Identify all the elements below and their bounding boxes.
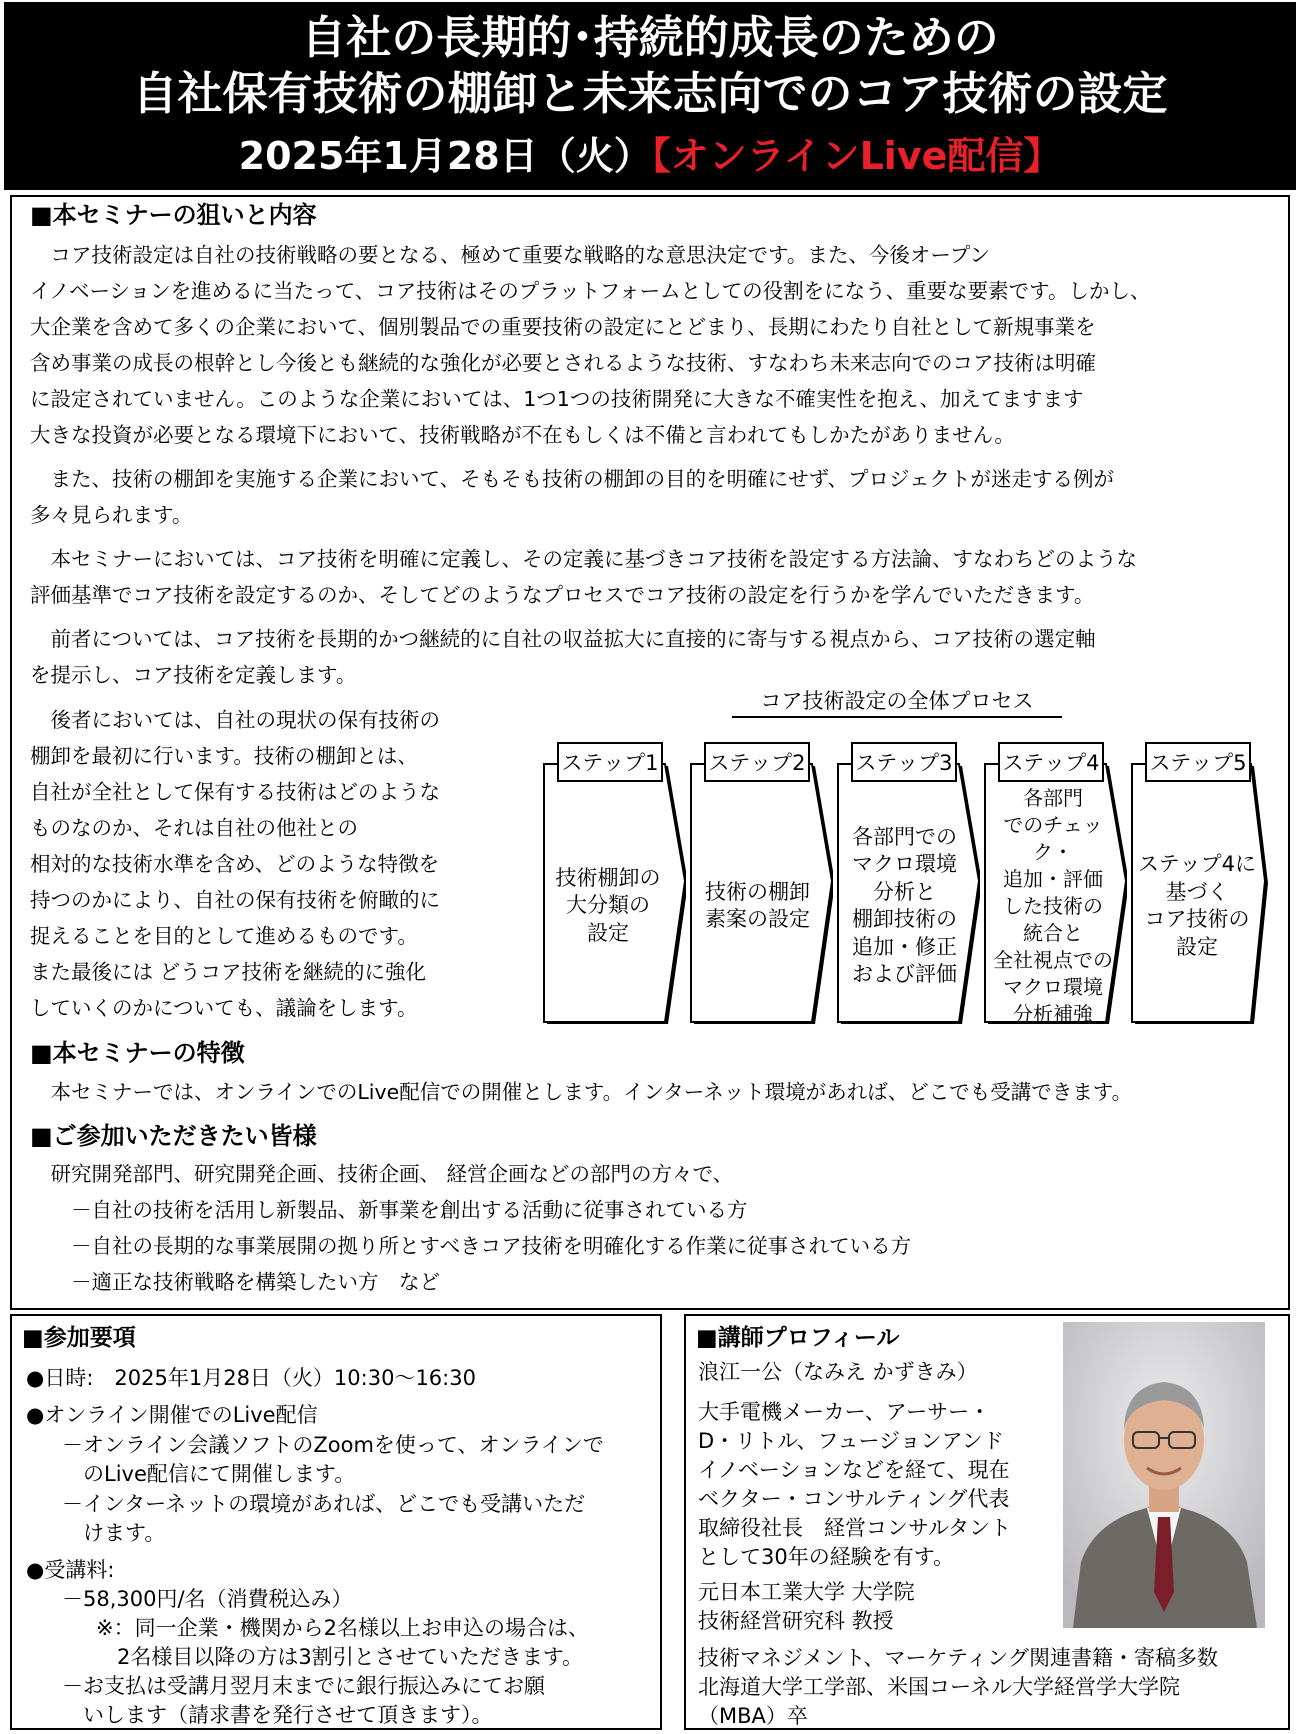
process-step-5: [1131, 738, 1271, 1024]
step-text: 各部門 でのチェック・ 追加・評価 した技術の 統合と 全社視点での マクロ環境 分析補強: [993, 785, 1113, 1026]
features-heading: ■本セミナーの特徴: [30, 1039, 245, 1067]
aims-heading: ■本セミナーの狙いと内容: [30, 201, 317, 229]
step-label: ステップ1: [557, 742, 663, 782]
profile-position-line: 元日本工業大学 大学院: [698, 1580, 915, 1604]
aims-left-line: 持つのかにより、自社の保有技術を俯瞰的に: [30, 888, 440, 912]
profile-career-line: 大手電機メーカー、アーサー・: [698, 1400, 991, 1424]
details-discount-line: 2名様目以降の方は3割引とさせていただきます。: [96, 1645, 584, 1669]
details-discount-line: ※：同一企業・機関から2名様以上お申込の場合は、: [96, 1616, 589, 1640]
aims-line: 前者については、コア技術を長期的かつ継続的に自社の収益拡大に直接的に寄与する視点から、コア技術の選定軸: [30, 627, 1096, 651]
details-online-heading: ●オンライン開催でのLive配信: [26, 1403, 318, 1427]
details-online-line: －インターネットの環境があれば、どこでも受講いただ: [62, 1492, 586, 1516]
step-text: ステップ4に 基づく コア技術の 設定: [1138, 852, 1256, 959]
aims-line: 多々見られます。: [30, 503, 193, 527]
aims-line: コア技術設定は自社の技術戦略の要となる、極めて重要な戦略的な意思決定です。また、今後オープン: [30, 243, 991, 267]
aims-line: 含め事業の成長の根幹とし今後とも継続的な強化が必要とされるような技術、すなわち未来志向でのコア技術は明確: [30, 351, 1096, 375]
aims-left-line: 自社が全社として保有する技術はどのような: [30, 780, 440, 804]
profile-other-line: 技術マネジメント、マーケティング関連書籍・寄稿多数: [698, 1646, 1218, 1670]
aims-left-line: 相対的な技術水準を含め、どのような特徴を: [30, 852, 440, 876]
aims-line: 大企業を含めて多くの企業において、個別製品での重要技術の設定にとどまり、長期にわたり自社として新規事業を: [30, 315, 1096, 339]
process-step-3: [837, 738, 980, 1024]
aims-left-line: していくのかについても、議論をします。: [30, 996, 418, 1020]
process-step-2: [690, 738, 833, 1024]
aims-left-line: 後者においては、自社の現状の保有技術の: [30, 708, 440, 732]
step-label: ステップ2: [704, 742, 810, 782]
audience-item: －自社の技術を活用し新製品、新事業を創出する活動に従事されている方: [30, 1198, 748, 1222]
profile-career-line: イノベーションなどを経て、現在: [698, 1458, 1010, 1482]
aims-line: 評価基準でコア技術を設定するのか、そしてどのようなプロセスでコア技術の設定を行うかを学んでいただきます。: [30, 583, 1095, 607]
profile-career-line: D・リトル、フュージョンアンド: [698, 1429, 1004, 1453]
aims-left-line: ものなのか、それは自社の他社との: [30, 816, 358, 840]
process-title: コア技術設定の全体プロセス: [732, 686, 1062, 718]
profile-career-line: 取締役社長 経営コンサルタント: [698, 1516, 1012, 1540]
features-text: 本セミナーでは、オンラインでのLive配信での開催とします。インターネット環境があれば、どこでも受講できます。: [30, 1080, 1133, 1104]
aims-line: イノベーションを進めるに当たって、コア技術はそのプラットフォームとしての役割をになう、重要な要素です。しかし、: [30, 279, 1151, 303]
profile-other-line: 北海道大学工学部、米国コーネル大学経営学大学院: [698, 1675, 1180, 1699]
details-date: ●日時: 2025年1月28日（火）10:30～16:30: [26, 1366, 476, 1390]
step-label: ステップ4: [998, 742, 1104, 782]
details-online-line: けます。: [62, 1521, 166, 1545]
profile-career-line: ベクター・コンサルティング代表: [698, 1487, 1010, 1511]
seminar-date: 2025年1月28日（火）: [238, 134, 652, 178]
details-payment-line: いします（請求書を発行させて頂きます）。: [62, 1703, 493, 1727]
title-line-1: 自社の長期的･持続的成長のための: [301, 11, 999, 64]
aims-line: に設定されていません。このような企業においては、1つ1つの技術開発に大きな不確実性を抱え、加えてますます: [30, 387, 1084, 411]
profile-heading: ■講師プロフィール: [696, 1325, 900, 1351]
aims-left-line: 棚卸を最初に行います。技術の棚卸とは、: [30, 744, 418, 768]
title-line-2: 自社保有技術の棚卸と未来志向でのコア技術の設定: [132, 67, 1168, 120]
instructor-photo: [1063, 1322, 1265, 1628]
process-step-1: [543, 738, 686, 1024]
audience-item: －適正な技術戦略を構築したい方 など: [30, 1270, 440, 1294]
audience-intro: 研究開発部門、研究開発企画、技術企画、 経営企画などの部門の方々で、: [30, 1162, 734, 1186]
aims-line: を提示し、コア技術を定義します。: [30, 663, 357, 687]
step-label: ステップ3: [851, 742, 957, 782]
details-online-line: －オンライン会議ソフトのZoomを使って、オンラインで: [62, 1433, 604, 1457]
aims-left-line: 捉えることを目的として進めるものです。: [30, 924, 418, 948]
aims-line: 本セミナーにおいては、コア技術を明確に定義し、その定義に基づきコア技術を設定する方法論、すなわちどのような: [30, 547, 1137, 571]
header-banner: [4, 2, 1296, 190]
step-text: 各部門での マクロ環境 分析と 棚卸技術の 追加・修正 および評価: [852, 824, 957, 986]
details-payment-line: －お支払は受講月翌月末までに銀行振込みにてお願: [62, 1674, 545, 1698]
seminar-format: 【オンラインLive配信】: [651, 134, 1062, 178]
aims-left-line: また最後には どうコア技術を継続的に強化: [30, 960, 427, 984]
audience-item: －自社の長期的な事業展開の拠り所とすべきコア技術を明確化する作業に従事されている方: [30, 1234, 912, 1258]
aims-line: また、技術の棚卸を実施する企業において、そもそも技術の棚卸の目的を明確にせず、プロジェクトが迷走する例が: [30, 467, 1115, 491]
step-label: ステップ5: [1145, 742, 1251, 782]
details-online-line: のLive配信にて開催します。: [62, 1462, 356, 1486]
profile-other-line: （MBA）卒: [698, 1704, 808, 1728]
date-line: [4, 130, 1296, 182]
details-fee: －58,300円/名（消費税込み）: [62, 1587, 353, 1611]
details-heading: ■参加要項: [22, 1325, 136, 1351]
profile-career-line: として30年の経験を有す。: [698, 1545, 955, 1569]
aims-line: 大きな投資が必要となる環境下において、技術戦略が不在もしくは不備と言われてもしかたがありません。: [30, 423, 1015, 447]
profile-name: 浪江一公（なみえ かずきみ）: [698, 1360, 978, 1384]
process-step-4: [984, 738, 1127, 1024]
step-text: 技術の棚卸 素案の設定: [705, 879, 810, 931]
details-fee-heading: ●受講料:: [26, 1558, 115, 1582]
step-text: 技術棚卸の 大分類の 設定: [555, 865, 661, 945]
profile-position-line: 技術経営研究科 教授: [698, 1609, 894, 1633]
audience-heading: ■ご参加いただきたい皆様: [30, 1122, 317, 1150]
